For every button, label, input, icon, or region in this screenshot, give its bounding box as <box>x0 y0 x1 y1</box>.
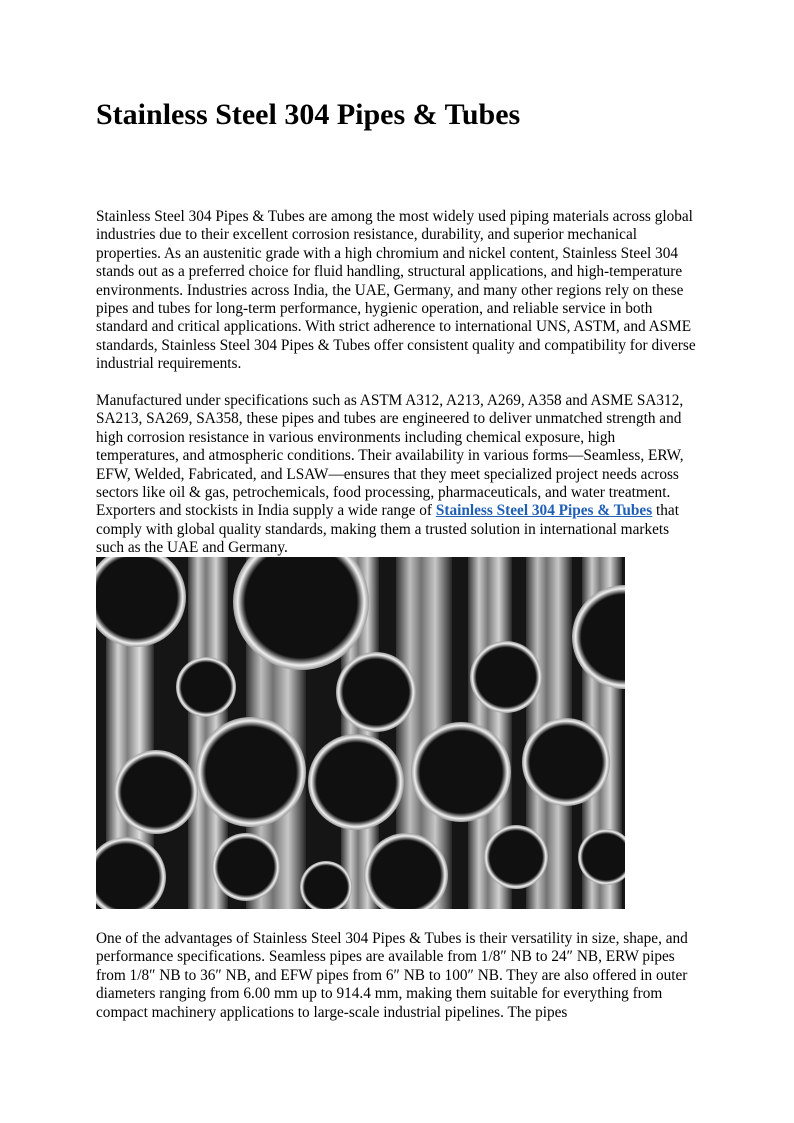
specifications-text: Manufactured under specifications such as ASTM A312, A213, A269, A358 and ASME SA312, SA213, SA269, SA358, these pipes and tubes are engineered to deliver unmatched strength and high corrosion resistance in various environments including chemical exposure, high temperatures, and atmospheric conditions. Their availability in various forms—Seamless, ERW, EFW, Welded, Fabricated, and LSAW—ensures that they meet specialized project needs across sectors like oil & gas, petrochemicals, food processing, pharmaceuticals, and water treatment. Exporters and stockists in India supply a wide range of <box>96 392 684 520</box>
intro-paragraph: Stainless Steel 304 Pipes & Tubes are among the most widely used piping materials across global industries due to their excellent corrosion resistance, durability, and superior mechanical properties. As an austenitic grade with a high chromium and nickel content, Stainless Steel 304 stands out as a preferred choice for fluid handling, structural applications, and high-temperature environments. Industries across India, the UAE, Germany, and many other regions rely on these pipes and tubes for long-term performance, hygienic operation, and reliable service in both standard and critical applications. With strict adherence to international UNS, ASTM, and ASME standards, Stainless Steel 304 Pipes & Tubes offer consistent quality and compatibility for diverse industrial requirements. <box>96 208 696 373</box>
sizes-paragraph: One of the advantages of Stainless Steel 304 Pipes & Tubes is their versatility in size, shape, and performance specifications. Seamless pipes are available from 1/8″ NB to 24″ NB, ERW pipes from 1/8″ NB to 36″ NB, and EFW pipes from 6″ NB to 100″ NB. They are also offered in outer diameters ranging from 6.00 mm up to 914.4 mm, making them suitable for everything from compact machinery applications to large-scale industrial pipelines. The pipes <box>96 930 688 1021</box>
specifications-text-continued: that comply with global quality standards, making them a trusted solution in international markets such as the UAE and Germany. <box>96 502 679 557</box>
specifications-paragraph <box>96 392 700 558</box>
steel-pipes-photo <box>96 557 625 909</box>
page-title: Stainless Steel 304 Pipes & Tubes <box>96 98 521 131</box>
stainless-steel-304-pipes-link[interactable]: Stainless Steel 304 Pipes & Tubes <box>435 502 653 520</box>
